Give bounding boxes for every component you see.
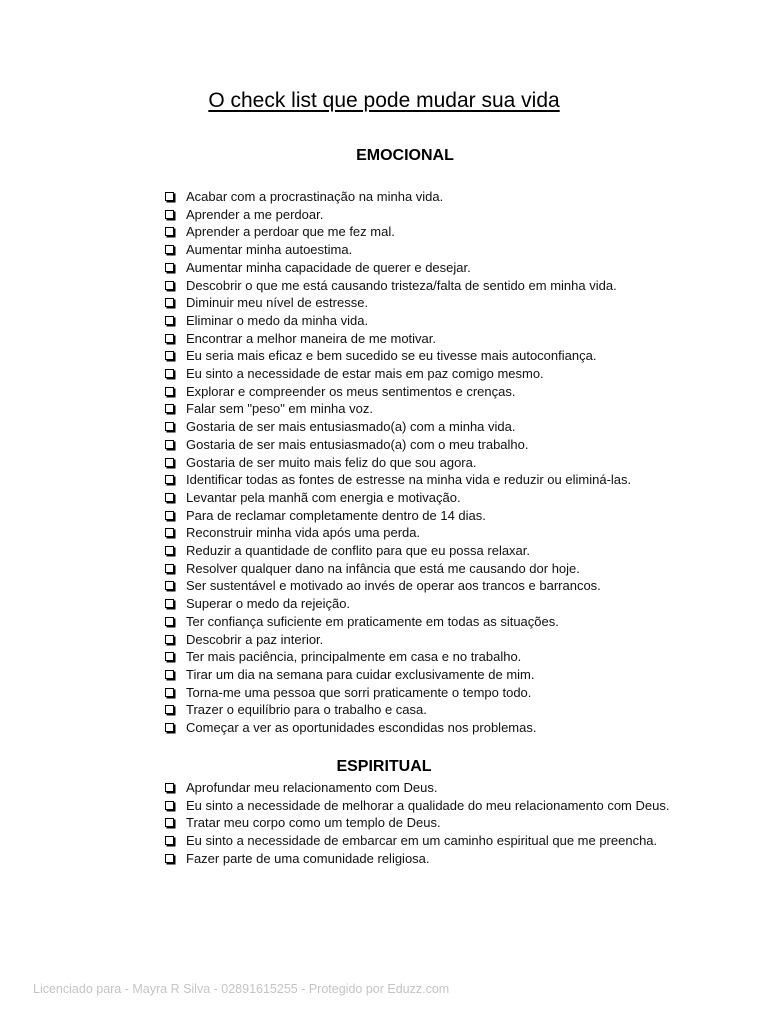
checkbox-icon	[165, 263, 174, 272]
checklist-item	[163, 684, 683, 702]
checkbox-icon	[165, 351, 174, 360]
checklist-item	[163, 542, 683, 560]
checkbox-icon	[165, 369, 174, 378]
checkbox-icon	[165, 564, 174, 573]
checkbox-icon	[165, 783, 174, 792]
checklist-item	[163, 454, 683, 472]
checklist-item-label: Descobrir o que me está causando tristeza/falta de sentido em minha vida.	[186, 277, 617, 293]
checklist-item-label: Eu sinto a necessidade de embarcar em um caminho espiritual que me preencha.	[186, 833, 658, 849]
checklist-item-label: Aumentar minha capacidade de querer e desejar.	[186, 259, 471, 275]
checklist-item-label: Ser sustentável e motivado ao invés de operar aos trancos e barrancos.	[186, 578, 601, 594]
checklist-item	[163, 383, 683, 401]
checklist-item-label: Ter confiança suficiente em praticamente em todas as situações.	[186, 613, 559, 629]
checkbox-icon	[165, 836, 174, 845]
checklist-item-label: Eu seria mais eficaz e bem sucedido se eu tivesse mais autoconfiança.	[186, 348, 597, 364]
checklist-item	[163, 330, 683, 348]
checkbox-icon	[165, 511, 174, 520]
checklist-item	[163, 489, 683, 507]
section-heading-espiritual: ESPIRITUAL	[336, 758, 432, 775]
checkbox-icon	[165, 546, 174, 555]
checklist-item-label: Tirar um dia na semana para cuidar exclusivamente de mim.	[186, 666, 535, 682]
checkbox-icon	[165, 458, 174, 467]
checklist-item	[163, 577, 683, 595]
checkbox-icon	[165, 652, 174, 661]
checklist-item-label: Reconstruir minha vida após uma perda.	[186, 525, 421, 541]
checkbox-icon	[165, 581, 174, 590]
checklist-item	[163, 223, 683, 241]
checklist-item-label: Gostaria de ser mais entusiasmado(a) com o meu trabalho.	[186, 436, 529, 452]
checklist-item-label: Explorar e compreender os meus sentimentos e crenças.	[186, 383, 516, 399]
checklist-item-label: Gostaria de ser mais entusiasmado(a) com a minha vida.	[186, 419, 516, 435]
checkbox-icon	[165, 670, 174, 679]
checklist-item	[163, 719, 683, 737]
checkbox-icon	[165, 635, 174, 644]
checkbox-icon	[165, 818, 174, 827]
checklist-item-label: Superar o medo da rejeição.	[186, 596, 351, 612]
checklist-item	[163, 832, 683, 850]
checkbox-icon	[165, 404, 174, 413]
checklist-item-label: Aprender a me perdoar.	[186, 206, 324, 222]
checklist-item	[163, 613, 683, 631]
checklist-item	[163, 595, 683, 613]
checklist-item	[163, 779, 683, 797]
checklist-item-label: Para de reclamar completamente dentro de 14 dias.	[186, 507, 486, 523]
checklist-item-label: Diminuir meu nível de estresse.	[186, 295, 369, 311]
checklist-item-label: Fazer parte de uma comunidade religiosa.	[186, 850, 430, 866]
checklist-item	[163, 277, 683, 295]
section-heading-emocional: EMOCIONAL	[356, 147, 454, 164]
checkbox-icon	[165, 298, 174, 307]
checklist-item	[163, 206, 683, 224]
checklist-item	[163, 560, 683, 578]
checklist-item	[163, 418, 683, 436]
checkbox-icon	[165, 854, 174, 863]
checklist-item-label: Identificar todas as fontes de estresse na minha vida e reduzir ou eliminá-las.	[186, 472, 632, 488]
checklist-item-label: Começar a ver as oportunidades escondidas nos problemas.	[186, 720, 537, 736]
document-title: O check list que pode mudar sua vida	[208, 89, 560, 112]
checklist-item-label: Torna-me uma pessoa que sorri praticamente o tempo todo.	[186, 684, 532, 700]
checkbox-icon	[165, 723, 174, 732]
checkbox-icon	[165, 316, 174, 325]
checklist-item	[163, 259, 683, 277]
checkbox-icon	[165, 210, 174, 219]
checklist-item	[163, 631, 683, 649]
checkbox-icon	[165, 599, 174, 608]
checklist-item	[163, 850, 683, 868]
checklist-item-label: Falar sem "peso" em minha voz.	[186, 401, 373, 417]
checklist-item	[163, 365, 683, 383]
checklist-item-label: Eliminar o medo da minha vida.	[186, 312, 369, 328]
checklist-item	[163, 294, 683, 312]
checklist-item-label: Acabar com a procrastinação na minha vida.	[186, 189, 444, 204]
checklist-item	[163, 648, 683, 666]
checklist-item	[163, 507, 683, 525]
checklist-item	[163, 436, 683, 454]
checklist-item-label: Ter mais paciência, principalmente em casa e no trabalho.	[186, 649, 522, 665]
checkbox-icon	[165, 440, 174, 449]
checklist-item	[163, 797, 683, 815]
checklist-item	[163, 312, 683, 330]
checkbox-icon	[165, 387, 174, 396]
checklist-item	[163, 666, 683, 684]
checkbox-icon	[165, 227, 174, 236]
checklist-item	[163, 400, 683, 418]
checklist-item-label: Reduzir a quantidade de conflito para que eu possa relaxar.	[186, 543, 531, 559]
checkbox-icon	[165, 688, 174, 697]
checklist-item-label: Aprofundar meu relacionamento com Deus.	[186, 780, 438, 795]
checkbox-icon	[165, 281, 174, 290]
checklist-item-label: Tratar meu corpo como um templo de Deus.	[186, 815, 441, 831]
checkbox-icon	[165, 422, 174, 431]
checkbox-icon	[165, 475, 174, 484]
checklist-emocional	[163, 188, 683, 737]
checklist-item-label: Aprender a perdoar que me fez mal.	[186, 224, 395, 240]
checkbox-icon	[165, 617, 174, 626]
checklist-item-label: Resolver qualquer dano na infância que está me causando dor hoje.	[186, 560, 580, 576]
checkbox-icon	[165, 334, 174, 343]
checklist-item	[163, 524, 683, 542]
checkbox-icon	[165, 245, 174, 254]
checklist-espiritual	[163, 779, 683, 868]
checklist-item	[163, 701, 683, 719]
checklist-item	[163, 241, 683, 259]
checklist-item	[163, 814, 683, 832]
checkbox-icon	[165, 192, 174, 201]
checklist-item-label: Descobrir a paz interior.	[186, 631, 324, 647]
checklist-item	[163, 188, 683, 206]
license-footer: Licenciado para - Mayra R Silva - 02891615255 - Protegido por Eduzz.com	[33, 982, 450, 996]
checkbox-icon	[165, 493, 174, 502]
checklist-item-label: Encontrar a melhor maneira de me motivar.	[186, 330, 436, 346]
checklist-item	[163, 347, 683, 365]
checkbox-icon	[165, 801, 174, 810]
checkbox-icon	[165, 705, 174, 714]
checklist-item-label: Aumentar minha autoestima.	[186, 242, 353, 258]
checklist-item-label: Eu sinto a necessidade de estar mais em paz comigo mesmo.	[186, 366, 544, 382]
checklist-item	[163, 471, 683, 489]
checkbox-icon	[165, 528, 174, 537]
checklist-item-label: Eu sinto a necessidade de melhorar a qualidade do meu relacionamento com Deus.	[186, 797, 670, 813]
checklist-item-label: Trazer o equilíbrio para o trabalho e casa.	[186, 702, 427, 718]
checklist-item-label: Gostaria de ser muito mais feliz do que sou agora.	[186, 454, 477, 470]
checklist-item-label: Levantar pela manhã com energia e motivação.	[186, 489, 461, 505]
